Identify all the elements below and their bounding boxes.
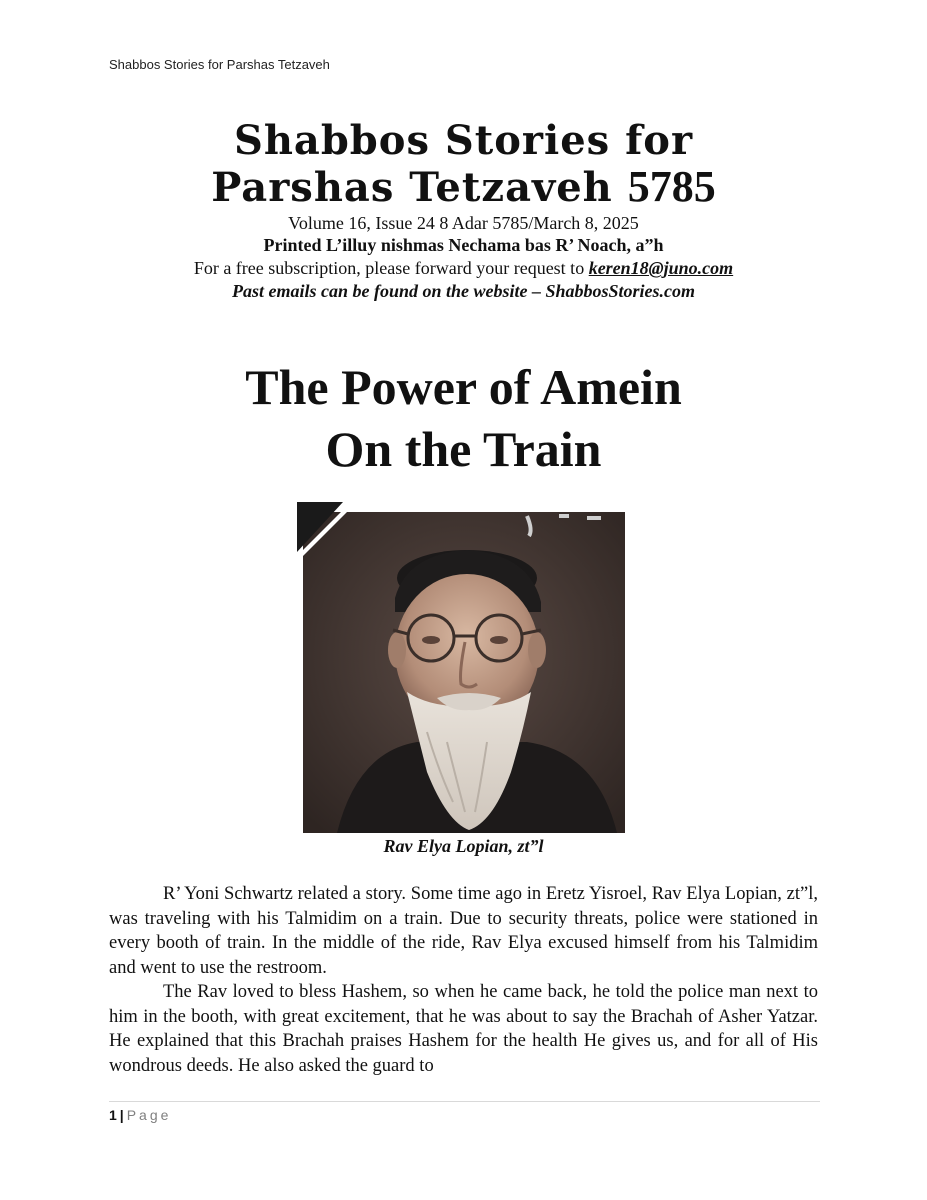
story-title-line1: The Power of Amein xyxy=(245,359,682,415)
subscription-email-link[interactable]: keren18@juno.com xyxy=(588,258,734,278)
story-paragraph: The Rav loved to bless Hashem, so when he came back, he told the police man next to him in the booth, with great excitement, that he was about to say the Brachah of Asher Yatzar. He explained that this Brachah praises Hashem for the health He gives us, and for all of His wondrous deeds. He also asked the guard to xyxy=(109,982,818,1076)
story-paragraph: R’ Yoni Schwartz related a story. Some time ago in Eretz Yisroel, Rav Elya Lopian, zt”l, was traveling with his Talmidim on a train. Due to security threats, police were stationed in every booth of train. In the middle of the ride, Rav Elya excused himself from his Talmidim and went to use the restroom. xyxy=(109,884,818,978)
page-number: 1 xyxy=(109,1107,117,1123)
masthead-year: 5785 xyxy=(627,162,716,211)
dedication-line: Printed L’illuy nishmas Nechama bas R’ Noach, a”h xyxy=(263,235,664,255)
portrait-illustration xyxy=(297,502,631,833)
subscription-text: For a free subscription, please forward your request to xyxy=(193,258,589,278)
running-header: Shabbos Stories for Parshas Tetzaveh xyxy=(109,57,330,72)
past-emails-line: Past emails can be found on the website – ShabbosStories.com xyxy=(231,281,696,301)
volume-line: Volume 16, Issue 24 8 Adar 5785/March 8, 2025 xyxy=(288,213,639,233)
masthead-title-line2 xyxy=(0,164,927,211)
subscription-line xyxy=(0,257,927,280)
masthead-parsha: Parshas Tetzaveh xyxy=(211,164,613,211)
footer-separator: | xyxy=(119,1107,124,1123)
portrait-image xyxy=(297,502,631,833)
page-label: Page xyxy=(126,1107,172,1123)
story-body xyxy=(109,882,818,1078)
footer-divider xyxy=(109,1101,820,1102)
page-footer xyxy=(109,1107,171,1123)
image-caption: Rav Elya Lopian, zt”l xyxy=(383,836,544,856)
story-title xyxy=(0,356,927,480)
masthead xyxy=(0,118,927,303)
story-title-line2: On the Train xyxy=(325,421,602,477)
masthead-title-line1: Shabbos Stories for xyxy=(233,117,694,164)
